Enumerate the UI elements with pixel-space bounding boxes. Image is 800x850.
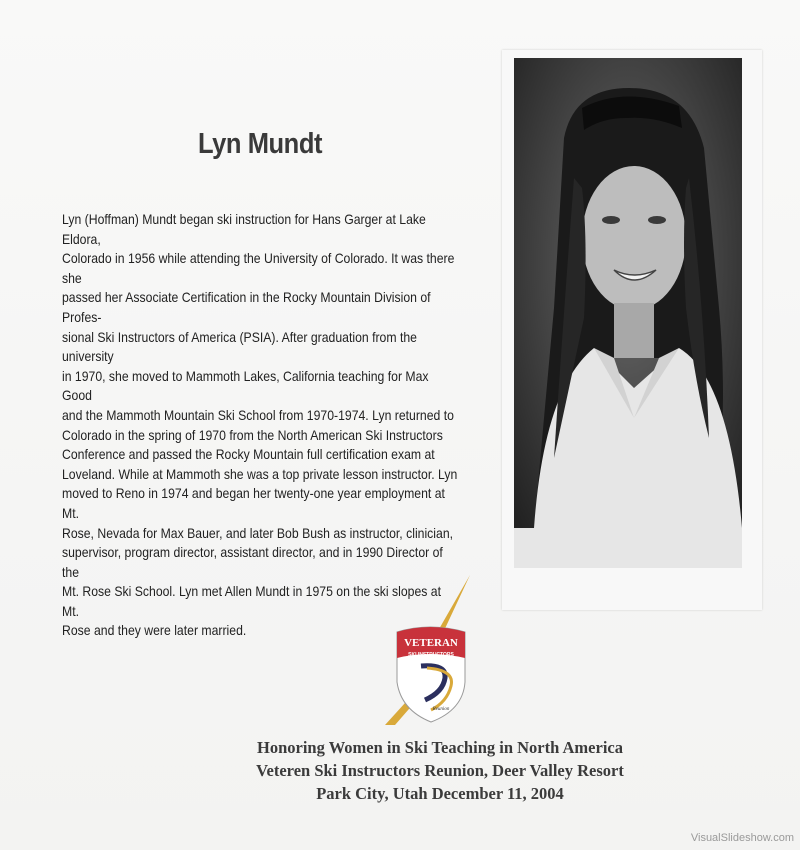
page-title: Lyn Mundt (197, 128, 323, 160)
footer-line-3: Park City, Utah December 11, 2004 (316, 784, 564, 803)
portrait-photo (514, 58, 742, 568)
event-footer (210, 736, 670, 805)
footer-line-1: Honoring Women in Ski Teaching in North America (257, 738, 623, 757)
logo-subtitle-text: SKI INSTRUCTORS (408, 652, 454, 658)
logo-banner-text: VETERAN (404, 637, 458, 649)
logo-emblem (375, 570, 475, 730)
veteran-ski-instructors-logo (375, 570, 475, 730)
watermark-text: VisualSlideshow.com (690, 832, 794, 844)
footer-line-2: Veteren Ski Instructors Reunion, Deer Valley Resort (256, 761, 624, 780)
portrait-illustration (514, 58, 742, 568)
portrait-photo-frame (502, 50, 762, 610)
biography-text: Lyn (Hoffman) Mundt began ski instruction for Hans Garger at Lake Eldora, Colorado in 1956 while attending the University of Colorado. It was there she passed her Associate Certification in the Rocky Mountain Division of Profes- sional Ski Instructors of America (PSIA). After graduation from the university in 1970, she moved to Mammoth Lakes, California teaching for Max Good and the Mammoth Mountain Ski School from 1970-1974. Lyn returned to Colorado in the spring of 1970 from the North American Ski Instructors Conference and passed the Rocky Mountain full certification exam at Loveland. While at Mammoth she was a top private lesson instructor. Lyn moved to Reno in 1974 and began her twenty-one year employment at Mt. Rose, Nevada for Max Bauer, and later Bob Bush as instructor, clinician, supervisor, program director, assistant director, and in 1990 Director of the Mt. Rose Ski School. Lyn met Allen Mundt in 1975 on the ski slopes at Mt. Rose and they were later married. (62, 212, 458, 639)
logo-script-text: Reunion (432, 707, 450, 712)
